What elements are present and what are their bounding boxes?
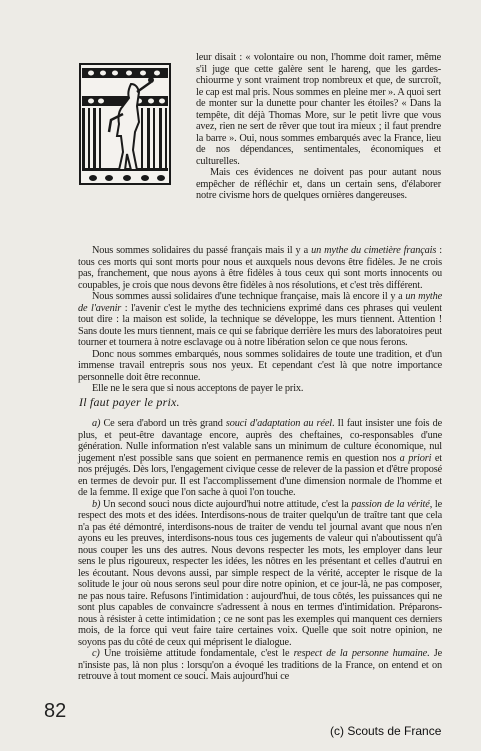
page-number: 82 [44, 700, 67, 722]
paragraph-c: c) Une troisième attitude fondamentale, c'est le respect de la personne humaine. Je n'insiste pas, là non plus : lorsqu'on a évoqué les traditions de la France, on entend et on retrouve à tout moment ce souci. Mais aujourd'hui ce [78, 648, 442, 682]
paragraph-evidences: Mais ces évidences ne doivent pas pour autant nous empêcher de réfléchir et, dans un certain sens, d'élaborer notre civisme hors de quelques ornières dangereuses. [196, 167, 441, 201]
paragraph-mythe-passe: Nous sommes solidaires du passé français mais il y a un mythe du cimetière français : tous ces morts qui sont morts pour nous et auxquels nous devons être fidèles. Je ne crois pas, franchement, que nous ayons à être fidèles à tous ceux qui sont morts innocents ou coupables, je crois que nous devons être fidèles à nos résolutions, et c'est très différent. [78, 245, 442, 291]
copyright-credit: (c) Scouts de France [330, 724, 442, 738]
right-column [196, 52, 441, 202]
paragraph-embarques: Donc nous sommes embarqués, nous sommes solidaires de toute une tradition, et d'un immense travail entrepris sous nos yeux. Et cependant c'est là que notre importance personnelle doit être reconnue. [78, 348, 442, 383]
section-heading: Il faut payer le prix. [79, 395, 180, 409]
paragraph-payer: Elle ne le sera que si nous acceptons de payer le prix. [92, 383, 304, 394]
illustration-figure-icon [79, 62, 171, 186]
body-text-bottom [78, 418, 442, 683]
paragraph-dunette: leur disait : « volontaire ou non, l'homme doit ramer, même s'il juge que cette galère sent le hareng, que les gardes-chiourme y sont vraiment trop nombreux et que, de surcroît, le cap est mal pris. Nous sommes en pleine mer ». A quoi sert de monter sur la dunette pour chanter les étoiles? « Dans la tempête, dit déjà Thomas More, sur le petit livre que vous avez, rien ne sert de rêver que tout ira mieux ; il faut prendre la barre ». Oui, nous sommes embarqués avec la France, lieu de nos dépendances, sentimentales, économiques et culturelles. [196, 52, 441, 167]
paragraph-mythe-avenir: Nous sommes aussi solidaires d'une technique française, mais là encore il y a un mythe de l'avenir : l'avenir c'est le mythe des techniciens exprimé dans ces phrases qui veulent tout dire : la maison est solide, la technique se développe, les murs tiennent. Attention ! Sans doute les murs tiennent, mais ce qui se fabrique derrière les murs des laboratoires peut tourner et tournera à notre esclavage ou à notre libération selon ce que nous ferons. [78, 291, 442, 348]
paragraph-b: b) Un second souci nous dicte aujourd'hui notre attitude, c'est la passion de la vérité, le respect des mots et des idées. Interdisons-nous de traiter quelqu'un de traître tant que cela n'a pas été démontré, interdisons-nous de traiter de vendu tel journal avant que nous n'en ayons eu les preuves, interdisons-nous tous ces jugements de valeur qui n'aboutissent qu'à nous couper les uns des autres. Nous devons respecter les mots, les employer dans leur sens le plus rigoureux, respecter les idées, les nôtres en les présentant et celles d'autrui en les écoutant. Nous devons aussi, par simple respect de la vérité, accepter le risque de la solitude le jour où nous serons seul pour dire notre opinion, et ce jour-là, ne pas composer, ne pas nous taire. Refusons l'intimidation : aujourd'hui, de tous côtés, les puissances qui ne sont plus capables de convaincre s'adressent à nous en termes d'intimidation. Préparons-nous à résister à cette intimidation ; ce ne sont pas les exemples qui manquent ces derniers mois, de la force qui veut faire taire certaines voix. Quelle que soit notre opinion, ne soyons pas du côté de ceux qui méprisent le dialogue. [78, 498, 443, 648]
body-text-top [78, 245, 442, 395]
paragraph-a: a) Ce sera d'abord un très grand souci d'adaptation au réel. Il faut insister une fois de plus, et peut-être davantage encore, auprès des cheftaines, co-responsables d'une génération. Nulle information n'est valable sans un minimum de culture économique, nul jugement n'est possible sans que soient en permanence remis en question nos a priori et nos préjugés. Dès lors, l'engagement civique cesse de relever de la passion et d'être proposé en termes de devoir pur. Il est l'accomplissement d'une dimension normale de l'homme et de la femme. Il exige que l'on sache à quoi l'on touche. [78, 418, 443, 498]
